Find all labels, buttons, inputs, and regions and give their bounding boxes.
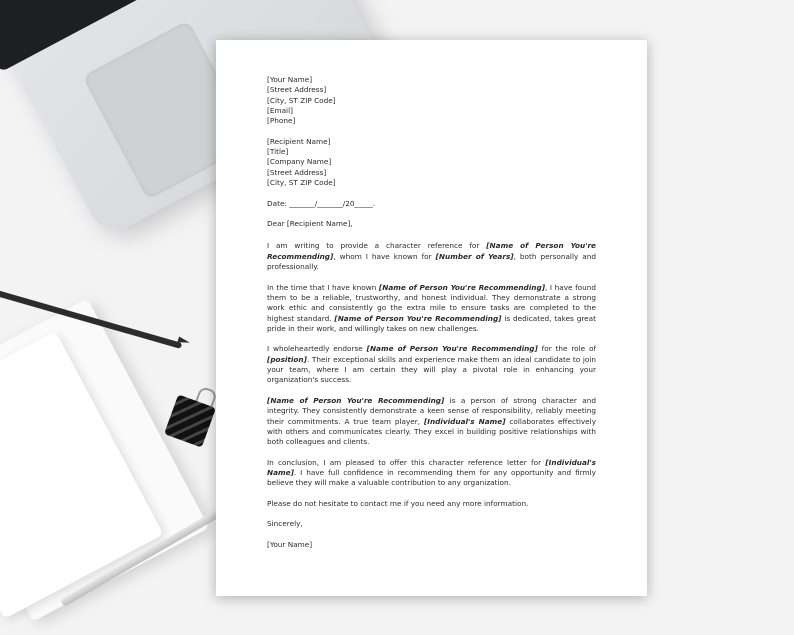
placeholder: [Name of Person You're Recommending] [366, 344, 538, 354]
sender-address [267, 75, 596, 126]
sender-line: [Email] [267, 105, 293, 115]
placeholder: [Name of Person You're Recommending] [267, 241, 597, 261]
sender-line: [City, ST ZIP Code] [267, 95, 336, 105]
placeholder: [Name of Person You're Recommending] [267, 395, 445, 405]
placeholder: [Name of Person You're Recommending] [378, 282, 546, 292]
salutation: Dear [Recipient Name], [267, 219, 353, 229]
placeholder: [Name of Person You're Recommending] [334, 313, 502, 323]
text-run: In the time that I have known [267, 282, 379, 292]
text-run: I wholeheartedly endorse [267, 344, 367, 354]
paragraph-6: Please do not hesitate to contact me if you need any more information. [267, 498, 529, 508]
recipient-line: [Street Address] [267, 167, 327, 177]
paragraph-5 [267, 458, 596, 489]
sender-line: [Phone] [267, 116, 296, 126]
placeholder: [Individual's Name] [423, 416, 506, 426]
signature: [Your Name] [267, 540, 313, 550]
date-line: Date: _______/_______/20_____. [267, 198, 376, 208]
closing: Sincerely, [267, 519, 303, 529]
text-run: , both personally and professionally. [267, 251, 596, 272]
placeholder: [position] [267, 354, 307, 364]
letter-page [216, 40, 647, 596]
recipient-line: [Recipient Name] [267, 136, 331, 146]
text-run: is dedicated, takes great pride in their work, and willingly takes on new challenges. [267, 313, 596, 333]
placeholder: [Individual's Name] [267, 457, 596, 477]
recipient-address [267, 137, 596, 188]
recipient-line: [Company Name] [267, 157, 332, 167]
placeholder: [Number of Years] [435, 251, 514, 261]
recipient-line: [City, ST ZIP Code] [267, 177, 336, 187]
text-run: . I have full confidence in recommending them for any opportunity and firmly believe they will make a valuable contribution to any organization. [267, 467, 596, 488]
paragraph-2 [267, 283, 596, 334]
sender-line: [Street Address] [267, 85, 327, 95]
recipient-line: [Title] [267, 147, 289, 157]
text-run: is a person of strong character and integrity. They consistently demonstrate a keen sense of responsibility, reliably meeting their commitments. A true team player, [267, 395, 596, 426]
text-run: for the role of [537, 344, 596, 354]
paragraph-4 [267, 396, 596, 447]
paragraph-3 [267, 344, 596, 385]
letter-body [267, 75, 596, 561]
paragraph-1 [267, 241, 596, 272]
text-run: , I have found them to be a reliable, trustworthy, and honest individual. They demonstrate a strong work ethic and consistently go the extra mile to ensure tasks are completed to the highest standard. [267, 282, 596, 323]
text-run: , whom I have known for [333, 251, 436, 261]
sender-line: [Your Name] [267, 75, 313, 84]
text-run: I am writing to provide a character reference for [267, 241, 487, 251]
text-run: collaborates effectively with others and communicates clearly. They excel in building positive relationships with both colleagues and clients. [267, 416, 597, 447]
text-run: . Their exceptional skills and experience make them an ideal candidate to join your team, where I am certain they will play a pivotal role in enhancing your organization's success. [267, 354, 596, 385]
text-run: In conclusion, I am pleased to offer this character reference letter for [267, 457, 546, 467]
